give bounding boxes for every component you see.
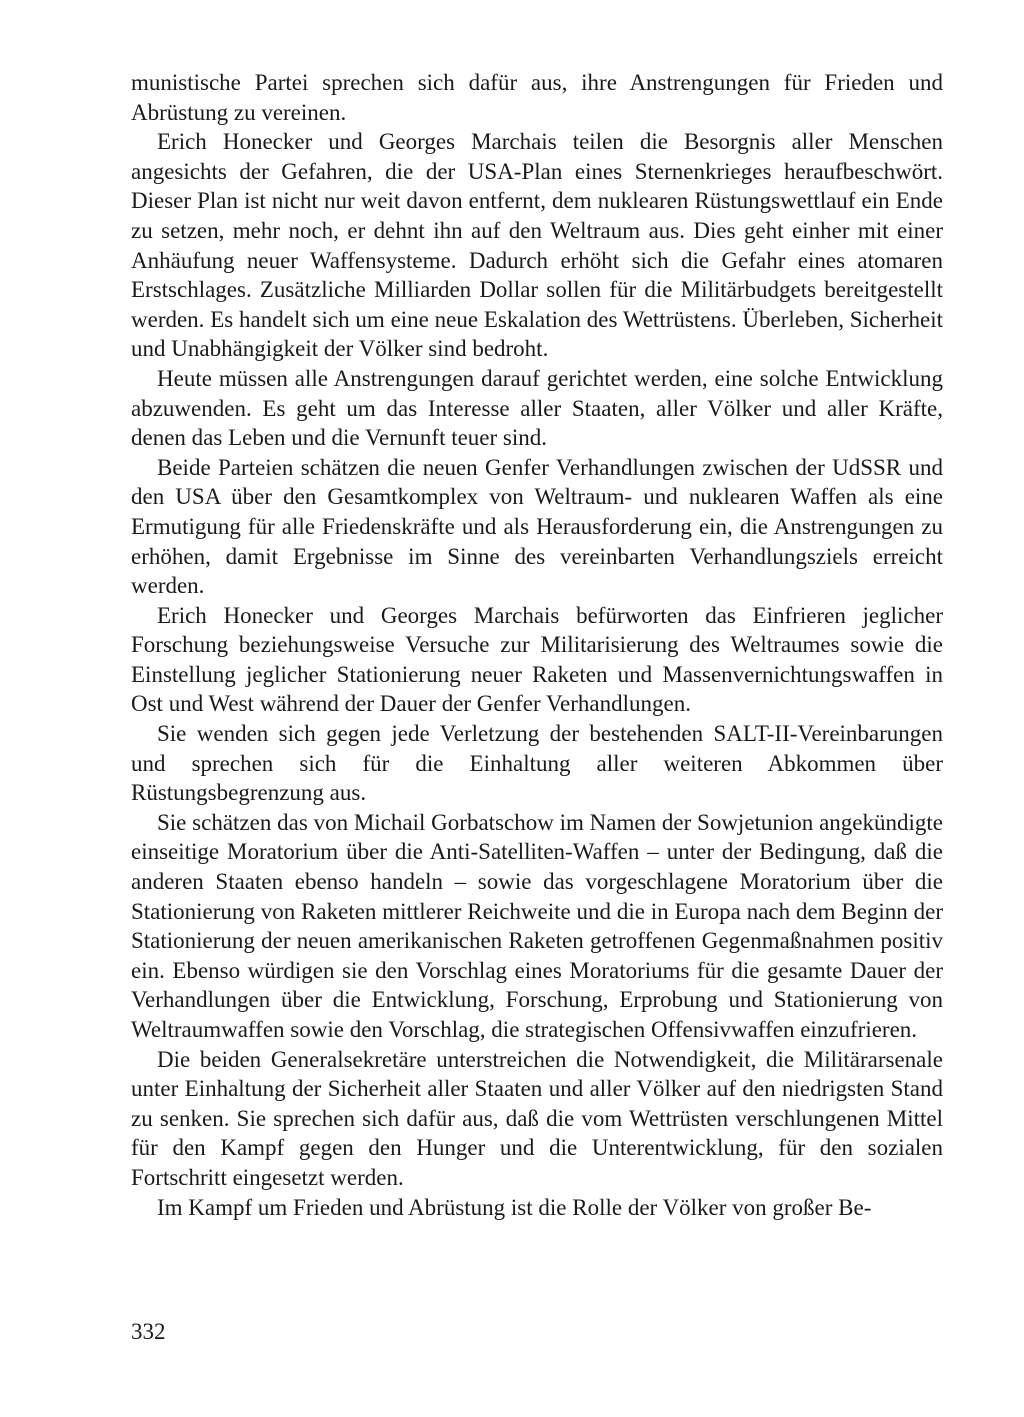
paragraph-2: Erich Honecker und Georges Marchais teilen die Besorgnis aller Menschen angesichts der Gefahren, die der USA-Plan eines Sternenkrieges heraufbeschwört. Dieser Plan ist nicht nur weit davon entfernt, dem nuklearen Rüstungswettlauf ein Ende zu setzen, mehr noch, er dehnt ihn auf den Weltraum aus. Dies geht einher mit einer Anhäufung neuer Waffensysteme. Dadurch erhöht sich die Gefahr eines atomaren Erstschlages. Zusätzliche Milliarden Dollar sollen für die Militärbudgets bereitgestellt werden. Es handelt sich um eine neue Eskalation des Wettrüstens. Überleben, Sicherheit und Unabhängigkeit der Völker sind bedroht. [131,129,943,362]
paragraph-6: Sie wenden sich gegen jede Verletzung der bestehenden SALT-II-Vereinbarungen und sprechen sich für die Einhaltung aller weiteren Abkommen über Rüstungsbegrenzung aus. [131,721,943,806]
paragraph-5: Erich Honecker und Georges Marchais befürworten das Einfrieren jeglicher Forschung beziehungsweise Versuche zur Militarisierung des Weltraumes sowie die Einstellung jeglicher Stationierung neuer Raketen und Massenvernichtungswaffen in Ost und West während der Dauer der Genfer Verhandlungen. [131,602,943,717]
paragraph-3: Heute müssen alle Anstrengungen darauf gerichtet werden, eine solche Entwicklung abzuwenden. Es geht um das Interesse aller Staaten, aller Völker und aller Kräfte, denen das Leben und die Vernunft teuer sind. [131,365,943,451]
page-number: 332 [131,1319,166,1344]
paragraph-8: Die beiden Generalsekretäre unterstreichen die Notwendigkeit, die Militärarsenale unter Einhaltung der Sicherheit aller Staaten und aller Völker auf den niedrigsten Stand zu senken. Sie sprechen sich dafür aus, daß die vom Wettrüsten verschlungenen Mittel für den Kampf gegen den Hunger und die Unterentwicklung, für den sozialen Fortschritt eingesetzt werden. [131,1046,943,1190]
paragraph-1: munistische Partei sprechen sich dafür aus, ihre Anstrengungen für Frieden und Abrüstung zu vereinen. [131,70,943,125]
paragraph-9: Im Kampf um Frieden und Abrüstung ist die Rolle der Völker von großer Be- [157,1194,872,1220]
paragraph-4: Beide Parteien schätzen die neuen Genfer Verhandlungen zwischen der UdSSR und den USA über den Gesamtkomplex von Weltraum- und nuklearen Waffen als eine Ermutigung für alle Friedenskräfte und als Herausforderung ein, die Anstrengungen zu erhöhen, damit Ergebnisse im Sinne des vereinbarten Verhandlungsziels erreicht werden. [131,454,943,599]
paragraph-7: Sie schätzen das von Michail Gorbatschow im Namen der Sowjetunion angekündigte einseitige Moratorium über die Anti-Satelliten-Waffen – unter der Bedingung, daß die anderen Staaten ebenso handeln – sowie das vorgeschlagene Moratorium über die Stationierung von Raketen mittlerer Reichweite und die in Europa nach dem Beginn der Stationierung der neuen amerikanischen Raketen getroffenen Gegenmaßnahmen positiv ein. Ebenso würdigen sie den Vorschlag eines Moratoriums für die gesamte Dauer der Verhandlungen über die Entwicklung, Forschung, Erprobung und Stationierung von Weltraumwaffen sowie den Vorschlag, die strategischen Offensivwaffen einzufrieren. [131,809,943,1042]
document-page [131,68,943,1222]
